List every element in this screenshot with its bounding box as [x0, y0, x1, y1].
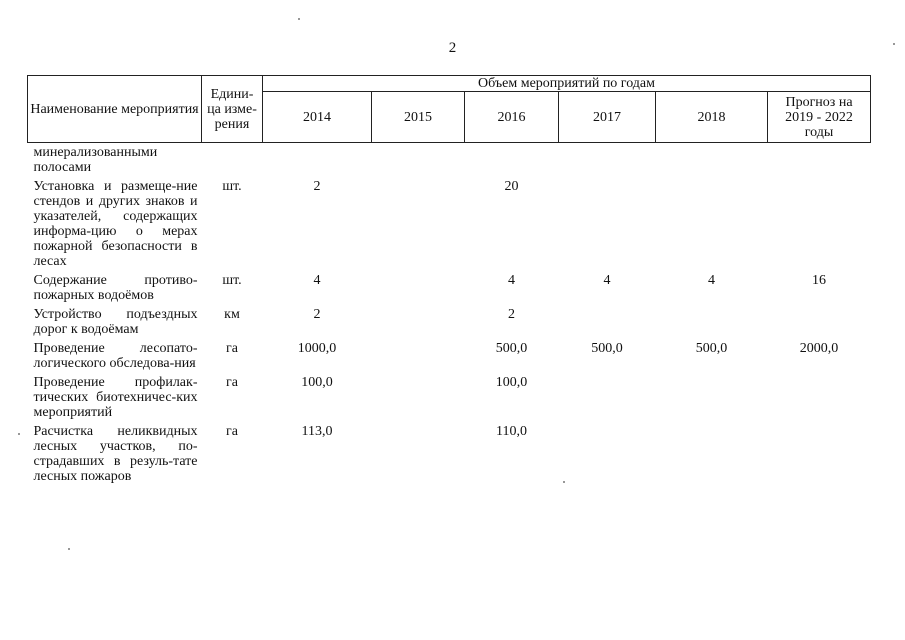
table-header: [28, 76, 871, 143]
cell-2017: [559, 143, 656, 178]
cell-2017: [559, 422, 656, 486]
cell-2014: 4: [313, 273, 321, 288]
cell-2016: [465, 143, 559, 178]
row-name: Содержание противо-пожарных водоёмов: [33, 273, 198, 303]
scan-speck: [298, 18, 300, 20]
cell-2017: [559, 177, 656, 271]
header-year-2016: 2016: [465, 92, 559, 143]
table-row: [28, 422, 871, 486]
header-forecast: Прогноз на 2019 - 2022 годы: [768, 92, 871, 143]
cell-2016: 20: [504, 179, 519, 194]
cell-2014: [263, 143, 372, 178]
cell-forecast: [768, 143, 871, 178]
cell-2016: 2: [508, 307, 515, 322]
header-year-2015: 2015: [372, 92, 465, 143]
cell-forecast: [768, 177, 871, 271]
cell-2014: 2: [313, 307, 321, 322]
header-unit: Едини-ца изме-рения: [202, 76, 263, 143]
row-unit: шт.: [222, 273, 242, 288]
cell-2017: [559, 373, 656, 422]
scan-speck: [18, 433, 20, 435]
cell-2016: 110,0: [496, 424, 527, 439]
page-number: 2: [448, 40, 457, 56]
row-name: Установка и размеще-ние стендов и других знаков и указателей, содержащих информа-цию о мерах пожарной безопасности в лесах: [33, 179, 198, 269]
cell-2015: [372, 177, 465, 271]
cell-2014: 100,0: [301, 375, 333, 390]
cell-2018: [656, 177, 768, 271]
row-unit: [202, 143, 263, 178]
cell-2016: 500,0: [495, 341, 528, 356]
header-year-2017: 2017: [559, 92, 656, 143]
cell-2014: 2: [313, 179, 321, 194]
cell-2015: [372, 339, 465, 373]
cell-2015: [372, 271, 465, 305]
row-name: Расчистка неликвидных лесных участков, по-страдавших в резуль-тате лесных пожаров: [33, 424, 198, 484]
cell-2018: [656, 422, 768, 486]
cell-forecast: [768, 373, 871, 422]
cell-2015: [372, 305, 465, 339]
table-row: [28, 373, 871, 422]
cell-2017: 4: [603, 273, 611, 288]
row-unit: шт.: [222, 179, 242, 194]
cell-2017: [559, 305, 656, 339]
cell-2016: 4: [508, 273, 515, 288]
table-body: [28, 143, 871, 487]
table-row: [28, 271, 871, 305]
row-unit: га: [226, 424, 238, 439]
scan-speck: [893, 43, 895, 45]
cell-2018: 500,0: [695, 341, 728, 356]
cell-2015: [372, 373, 465, 422]
table-row: [28, 143, 871, 178]
activities-table: [27, 75, 871, 486]
header-year-2018: 2018: [656, 92, 768, 143]
row-name: минерализованными полосами: [33, 145, 158, 175]
cell-2014: 113,0: [301, 424, 333, 439]
cell-forecast: [768, 422, 871, 486]
row-name: Устройство подъездных дорог к водоёмам: [33, 307, 198, 337]
scan-speck: [68, 548, 70, 550]
cell-2016: 100,0: [495, 375, 528, 390]
row-unit: га: [226, 341, 238, 356]
cell-2014: 1000,0: [297, 341, 337, 356]
row-name: Проведение профилак-тических биотехничес-ких мероприятий: [33, 375, 198, 420]
cell-forecast: 16: [812, 273, 826, 288]
cell-2018: [656, 143, 768, 178]
cell-forecast: 2000,0: [799, 341, 839, 356]
cell-2018: 4: [708, 273, 715, 288]
cell-2018: [656, 305, 768, 339]
cell-2017: 500,0: [591, 341, 623, 356]
table-row: [28, 177, 871, 271]
row-unit: га: [226, 375, 238, 390]
table-row: [28, 305, 871, 339]
cell-2018: [656, 373, 768, 422]
header-name: Наименование мероприятия: [28, 76, 202, 143]
table-row: [28, 339, 871, 373]
row-unit: км: [224, 307, 240, 322]
cell-2015: [372, 143, 465, 178]
cell-2015: [372, 422, 465, 486]
row-name: Проведение лесопато-логического обследова-ния: [33, 341, 198, 371]
scan-speck: [563, 481, 565, 483]
header-year-2014: 2014: [263, 92, 372, 143]
header-volume-by-years: Объем мероприятий по годам: [263, 76, 871, 92]
cell-forecast: [768, 305, 871, 339]
